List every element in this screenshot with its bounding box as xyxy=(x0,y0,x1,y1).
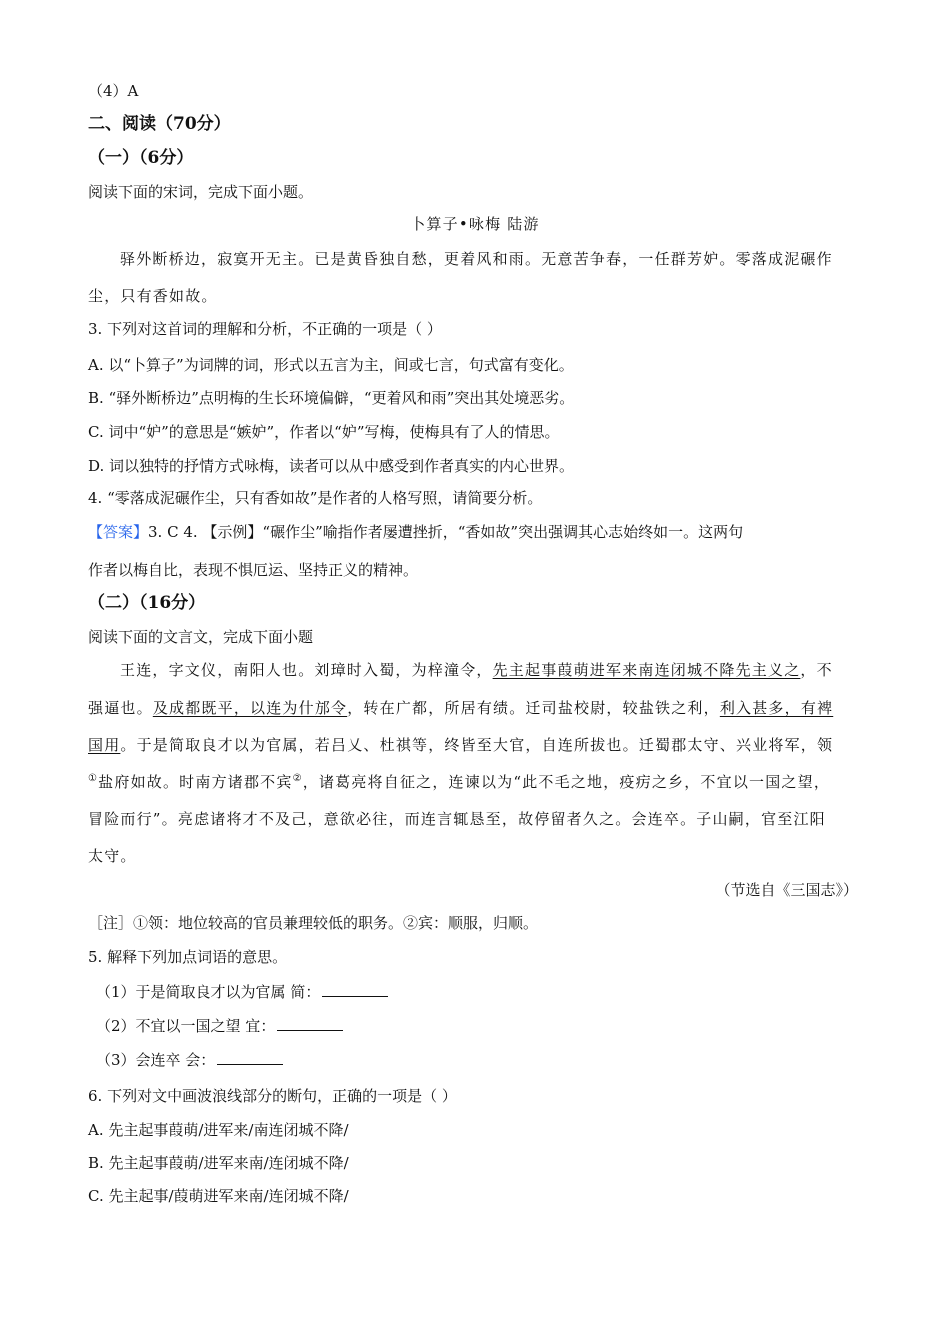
answer-line-1 xyxy=(88,522,743,542)
passage-line-6: 太守。 xyxy=(88,847,137,865)
part2-heading: （二）（16分） xyxy=(88,593,206,613)
question-6-option-a: A. 先主起事葭萌/进军来/南连闭城不降/ xyxy=(88,1121,349,1139)
poem-line-1: 驿外断桥边，寂寞开无主。已是黄昏独自愁，更着风和雨。无意苦争春，一任群芳妒。零落成泥碾作 xyxy=(120,250,833,268)
answer-tag: 【答案】 xyxy=(88,523,149,541)
question-5-item-2-text: （2）不宜以一国之望 宜： xyxy=(96,1017,276,1035)
passage-text: ，不 xyxy=(800,661,833,679)
wavy-underlined-text: 先主起事葭萌进军来南连闭城不降先主义之 xyxy=(492,661,801,679)
passage-text: 盐府如故。时南方诸郡不宾 xyxy=(98,773,293,791)
passage-text: ，诸葛亮将自征之，连谏以为“此不毛之地，疫疠之乡，不宜以一国之望， xyxy=(302,773,831,791)
question-5-item-1-text: （1）于是简取良才以为官属 简： xyxy=(96,983,321,1001)
passage-source: （节选自《三国志》） xyxy=(715,881,858,899)
underlined-sentence-1: 及成都既平，以连为什邡令 xyxy=(152,699,348,717)
answer-text-1: 3. C 4. 【示例】“碾作尘”喻指作者屡遭挫折，“香如故”突出强调其心志始终如一。这两句 xyxy=(148,523,744,541)
question-3-option-a: A. 以“卜算子”为词牌的词，形式以五言为主，间或七言，句式富有变化。 xyxy=(88,356,574,374)
question-5-item-3 xyxy=(96,1050,283,1070)
passage-text: 王连，字文仪，南阳人也。刘璋时入蜀，为梓潼令， xyxy=(120,661,493,679)
question-4: 4. “零落成泥碾作尘，只有香如故”是作者的人格写照，请简要分析。 xyxy=(88,489,543,507)
answer-blank[interactable] xyxy=(277,1016,343,1031)
part1-instruction: 阅读下面的宋词，完成下面小题。 xyxy=(88,183,314,201)
question-3-option-b: B. “驿外断桥边”点明梅的生长环境偏僻，“更着风和雨”突出其处境恶劣。 xyxy=(88,389,575,407)
question-5: 5. 解释下列加点词语的意思。 xyxy=(88,948,288,966)
passage-text: 强逼也。 xyxy=(88,699,153,717)
passage-note: ［注］①领：地位较高的官员兼理较低的职务。②宾：顺服，归顺。 xyxy=(88,914,539,932)
poem-title: 卜算子•咏梅 陆游 xyxy=(410,215,540,233)
question-6-option-c: C. 先主起事/葭萌进军来南/连闭城不降/ xyxy=(88,1187,349,1205)
passage-line-1 xyxy=(120,660,833,680)
part1-heading: （一）（6分） xyxy=(88,148,194,168)
underlined-sentence-2: 利入甚多，有裨 xyxy=(719,699,834,717)
section-title: 二、阅读（70分） xyxy=(88,114,231,134)
answer-line-2: 作者以梅自比，表现不惧厄运、坚持正义的精神。 xyxy=(88,561,419,579)
question-3-option-d: D. 词以独特的抒情方式咏梅，读者可以从中感受到作者真实的内心世界。 xyxy=(88,457,575,475)
question-5-item-1 xyxy=(96,982,388,1002)
passage-text: 。于是简取良才以为官属，若吕乂、杜祺等，终皆至大官，自连所拔也。迁蜀郡太守、兴业将军，领 xyxy=(120,736,834,754)
part2-instruction: 阅读下面的文言文，完成下面小题 xyxy=(88,628,314,646)
note-marker-2: ② xyxy=(292,773,303,784)
passage-line-4 xyxy=(88,772,830,792)
question-5-item-2 xyxy=(96,1016,343,1036)
question-6-option-b: B. 先主起事葭萌/进军来南/连闭城不降/ xyxy=(88,1154,349,1172)
underlined-sentence-2-end: 国用 xyxy=(88,736,121,754)
passage-line-3 xyxy=(88,735,833,755)
answer-blank[interactable] xyxy=(322,982,388,997)
passage-text: ，转在广都，所居有绩。迁司盐校尉，较盐铁之利， xyxy=(347,699,720,717)
question-3: 3. 下列对这首词的理解和分析，不正确的一项是（ ） xyxy=(88,320,442,338)
previous-answer: （4）A xyxy=(88,82,139,100)
question-3-option-c: C. 词中“妒”的意思是“嫉妒”，作者以“妒”写梅，使梅具有了人的情思。 xyxy=(88,423,560,441)
note-marker-1: ① xyxy=(88,773,99,784)
passage-line-2 xyxy=(88,698,833,718)
question-5-item-3-text: （3）会连卒 会： xyxy=(96,1051,216,1069)
question-6: 6. 下列对文中画波浪线部分的断句，正确的一项是（ ） xyxy=(88,1087,457,1105)
passage-line-5: 冒险而行”。亮虑诸将才不及己，意欲必往，而连言辄恳至，故停留者久之。会连卒。子山嗣，官至江阳 xyxy=(88,810,826,828)
poem-line-2: 尘，只有香如故。 xyxy=(88,287,218,305)
answer-blank[interactable] xyxy=(217,1050,283,1065)
